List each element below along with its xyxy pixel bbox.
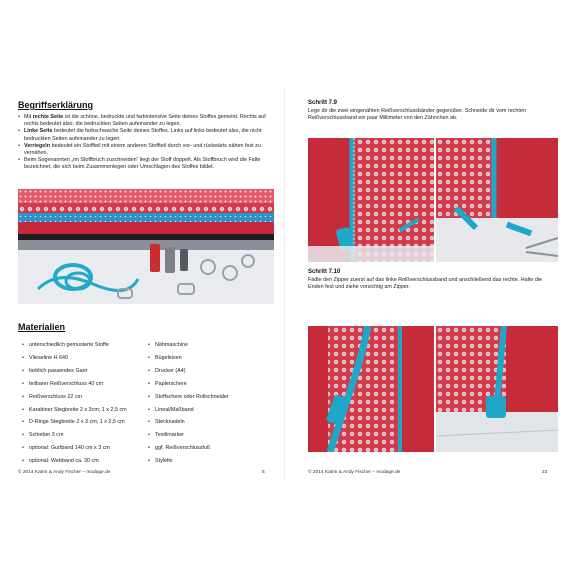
page-divider bbox=[284, 88, 285, 480]
materials-list bbox=[22, 339, 127, 468]
step-7-9-text: Lege dir die zwei eingenähten Reißverschlussbänder gegenüber. Schneide dir vom rechten Reißverschlussband ein paar Millimeter von den Zähnchen ab. bbox=[308, 108, 526, 121]
list-item: • ggf. Reißverschlussfuß bbox=[148, 442, 229, 455]
list-item: • teilbarer Reißverschluss 40 cm bbox=[22, 378, 127, 391]
list-item: • Drucker (A4) bbox=[148, 365, 229, 378]
list-item: • Nähmaschine bbox=[148, 339, 229, 352]
glossary-title: Begriffserklärung bbox=[18, 100, 94, 110]
right-footer: © 2014 Katrin & Andy Fischer – modage.de bbox=[308, 470, 401, 475]
glossary-item: • Verriegeln bedeutet ein Stoffteil mit einem anderen Stoffteil durch vor- und rückwärts nähen fest zu vernähen. bbox=[18, 143, 276, 157]
list-item: • Stylefix bbox=[148, 455, 229, 468]
list-item: • Vlieseline H 640 bbox=[22, 352, 127, 365]
list-item: • Bügeleisen bbox=[148, 352, 229, 365]
glossary-item: • Mit rechte Seite ist die schöne, bedruckte und farbintensive Seite deines Stoffes gemeint. Rechts auf rechts bedeutet also, die bedruckten Seiten aufeinander zu legen. bbox=[18, 114, 276, 128]
list-item: • Stecknadeln bbox=[148, 416, 229, 429]
list-item: • optional: Webband ca. 30 cm bbox=[22, 455, 127, 468]
step-7-9-photo-right bbox=[436, 138, 558, 262]
materials-photo bbox=[18, 189, 274, 304]
list-item: • Reißverschluss 22 cm bbox=[22, 391, 127, 404]
list-item: • D-Ringe Stegbreite 2 x 3 cm; 1 x 2,5 cm bbox=[22, 416, 127, 429]
step-7-10-text: Fädle den Zipper zuerst auf das linke Reißverschlussband und anschließend das rechte. Halte die Enden fest und ziehe vorsichtig am Zipper. bbox=[308, 277, 543, 290]
list-item: • unterschiedlich gemusterte Stoffe bbox=[22, 339, 127, 352]
tools-list bbox=[148, 339, 229, 468]
step-7-10-title: Schritt 7.10 bbox=[308, 269, 341, 275]
step-7-9-photo-left bbox=[308, 138, 434, 262]
glossary-list bbox=[18, 114, 276, 172]
right-page bbox=[292, 88, 560, 480]
right-page-number: 23 bbox=[542, 470, 548, 475]
step-7-9-title: Schritt 7.9 bbox=[308, 100, 338, 106]
glossary-item: • Linke Seite bedeutet die farbschwache Seite deines Stoffes. Links auf links bedeutet also, die nicht bedruckten Seiten aufeinander zu legen. bbox=[18, 128, 276, 142]
list-item: • Stoffschere oder Rollschneider bbox=[148, 391, 229, 404]
list-item: • Papierschere bbox=[148, 378, 229, 391]
step-7-10-photo-right bbox=[436, 326, 558, 452]
list-item: • Schieber 3 cm bbox=[22, 429, 127, 442]
list-item: • farblich passendes Garn bbox=[22, 365, 127, 378]
left-page-number: 5 bbox=[262, 470, 265, 475]
materials-title: Materialien bbox=[18, 322, 66, 332]
list-item: • Textilmarker bbox=[148, 429, 229, 442]
left-footer: © 2014 Katrin & Andy Fischer – modage.de bbox=[18, 470, 111, 475]
list-item: • Karabiner Stegbreite 2 x 3cm; 1 x 2,5 cm bbox=[22, 404, 127, 417]
list-item: • optional: Gurtband 140 cm x 3 cm bbox=[22, 442, 127, 455]
step-7-10-photo-left bbox=[308, 326, 434, 452]
left-page bbox=[14, 88, 282, 480]
glossary-item: • Beim Sogenannten „im Stoffbruch zuschneiden“ liegt der Stoff doppelt. Als Stoffbruch wird die Falte bezeichnet, die sich beim Zusammenlegen oder Umschlagen des Stoffes bildet. bbox=[18, 157, 276, 171]
list-item: • Lineal/Maßband bbox=[148, 404, 229, 417]
